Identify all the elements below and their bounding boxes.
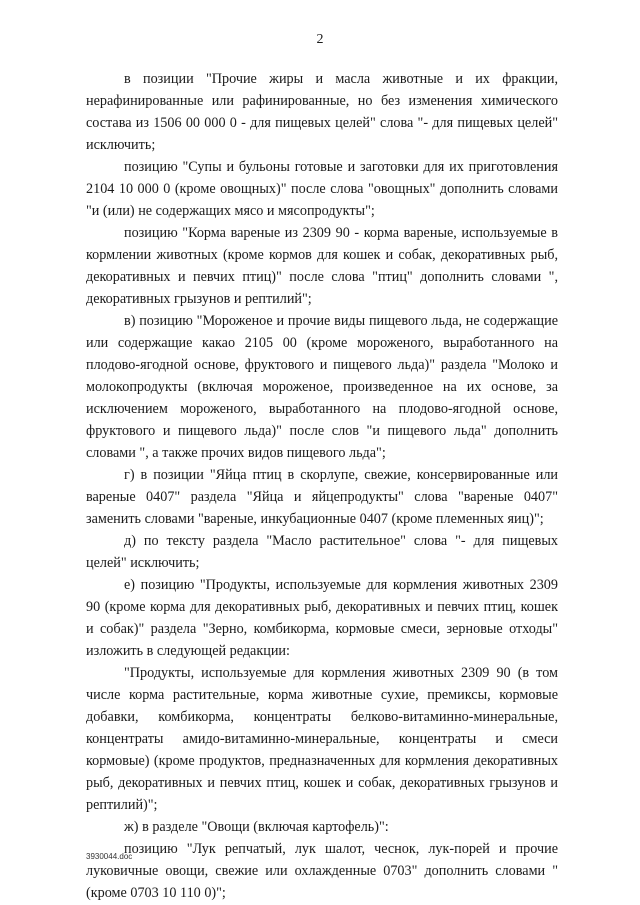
paragraph-eggs: г) в позиции "Яйца птиц в скорлупе, свежие, консервированные или вареные 0407" раздела "Яйца и яйцепродукты" слова "вареные 0407" заменить словами "вареные, инкубационные 0407 (кроме племенных яиц)"; — [86, 467, 558, 527]
paragraph-animal-feed: е) позицию "Продукты, используемые для кормления животных 2309 90 (кроме корма для декоративных рыб, декоративных и певчих птиц, кошек и собак)" раздела "Зерно, комбикорма, кормовые смеси, зерновые отходы" изложить в следующей редакции: — [86, 577, 558, 659]
paragraph-vegetables-section: ж) в разделе "Овощи (включая картофель)": — [124, 819, 389, 835]
paragraph-animal-feed-new-text: "Продукты, используемые для кормления животных 2309 90 (в том числе корма растительные, корма животные сухие, премиксы, кормовые добавки, комбикорма, концентраты белково-витаминно-минеральные, концентраты амидо-витаминно-минеральные, концентраты и смеси кормовые) (кроме продуктов, предназначенных для кормления декоративных рыб, декоративных и певчих птиц, кошек и собак, декоративных грызунов и рептилий)"; — [86, 665, 558, 813]
document-body — [86, 68, 558, 904]
paragraph-onions: позицию "Лук репчатый, лук шалот, чеснок, лук-порей и прочие луковичные овощи, свежие или охлажденные 0703" дополнить словами "(кроме 0703 10 110 0)"; — [86, 841, 558, 901]
paragraph-soups: позицию "Супы и бульоны готовые и заготовки для их приготовления 2104 10 000 0 (кроме овощных)" после слова "овощных" дополнить словами "и (или) не содержащих мясо и мясопродукты"; — [86, 159, 558, 219]
paragraph-feeds: позицию "Корма вареные из 2309 90 - корма вареные, используемые в кормлении животных (кроме кормов для кошек и собак, декоративных рыб, декоративных и певчих птиц)" после слова "птиц" дополнить словами ", декоративных грызунов и рептилий"; — [86, 225, 558, 307]
page-number: 2 — [316, 32, 324, 47]
footer-filename: 3930044.doc — [86, 852, 133, 861]
paragraph-vegetable-oil: д) по тексту раздела "Масло растительное" слова "- для пищевых целей" исключить; — [86, 533, 558, 571]
paragraph-ice-cream: в) позицию "Мороженое и прочие виды пищевого льда, не содержащие или содержащие какао 2105 00 (кроме мороженого, выработанного на плодово-ягодной основе, фруктового и пищевого льда)" раздела "Молоко и молокопродукты (включая мороженое, произведенное на их основе, за исключением мороженого, выработанного на плодово-ягодной основе, фруктового и пищевого льда)" после слов "и пищевого льда" дополнить словами ", а также прочих видов пищевого льда"; — [86, 313, 558, 461]
paragraph-fats-oils: в позиции "Прочие жиры и масла животные и их фракции, нерафинированные или рафинированные, но без изменения химического состава из 1506 00 000 0 - для пищевых целей" слова "- для пищевых целей" исключить; — [86, 71, 558, 153]
